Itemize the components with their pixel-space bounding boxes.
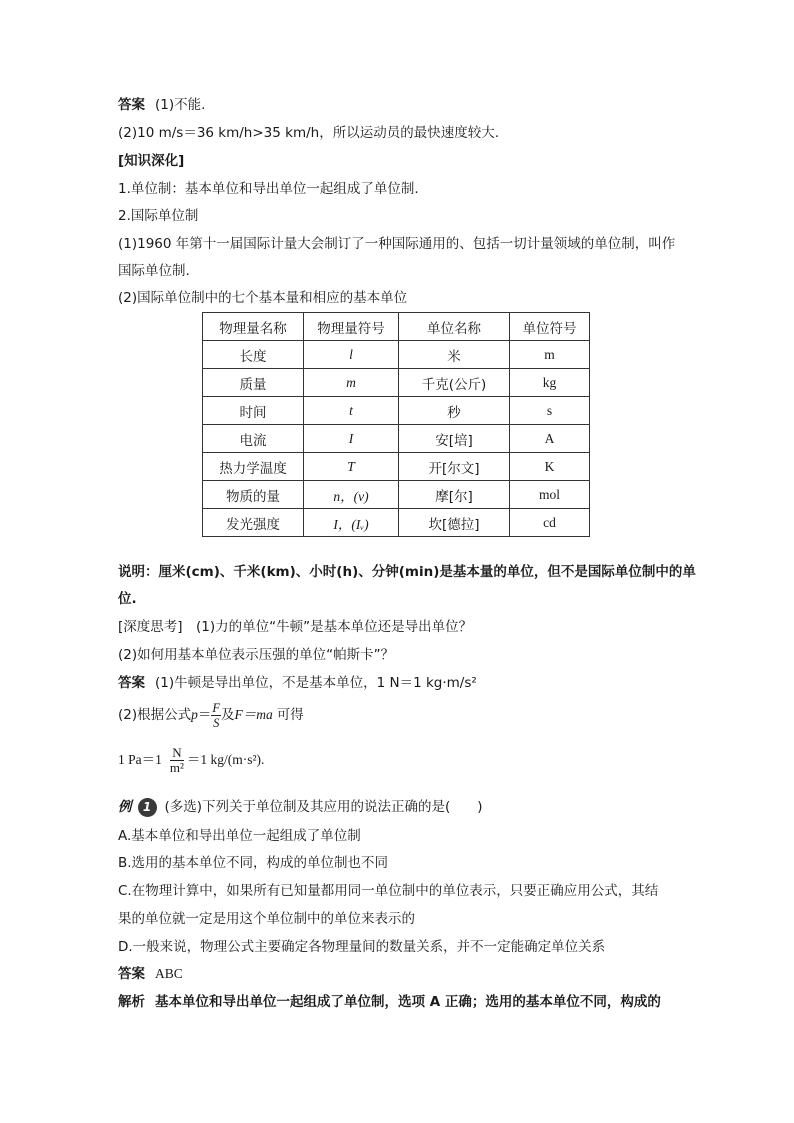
deep-thinking-q1: [深度思考] (1)力的单位“牛顿”是基本单位还是导出单位？: [118, 619, 473, 635]
quantity-symbol: I，(Iᵥ): [304, 509, 399, 537]
option-c-line-2: 果的单位就一定是用这个单位制中的单位来表示的: [118, 911, 415, 927]
quantity-name: 热力学温度: [203, 453, 304, 481]
answer-text: (1)不能.: [155, 97, 206, 113]
answer-label: 答案: [118, 675, 145, 691]
table-row: [203, 453, 590, 481]
table-row: [203, 369, 590, 397]
unit-symbol: cd: [510, 509, 590, 537]
quantity-symbol: m: [304, 369, 399, 397]
formula-prefix: (2)根据公式: [118, 707, 192, 723]
note-line-2: 位.: [118, 591, 137, 607]
table-header-row: [203, 313, 590, 341]
fraction-numerator: N: [170, 746, 184, 761]
option-b: B.选用的基本单位不同，构成的单位制也不同: [118, 855, 389, 871]
quantity-name: 质量: [203, 369, 304, 397]
unit-name: 安[培]: [399, 425, 510, 453]
example-number-badge: 1: [138, 798, 157, 817]
table-row: [203, 425, 590, 453]
unit-symbol: s: [510, 397, 590, 425]
answer-text: (1)牛顿是导出单位，不是基本单位，1 N＝1 kg·m/s²: [155, 675, 477, 691]
option-a: A.基本单位和导出单位一起组成了单位制: [118, 828, 361, 844]
point-1: 1.单位制：基本单位和导出单位一起组成了单位制.: [118, 181, 419, 197]
header-unit-symbol: 单位符号: [510, 313, 590, 341]
quantity-name: 电流: [203, 425, 304, 453]
point-2: 2.国际单位制: [118, 208, 199, 224]
quantity-name: 物质的量: [203, 481, 304, 509]
fraction-numerator: F: [212, 700, 221, 715]
note-line-1: 说明：厘米(cm)、千米(km)、小时(h)、分钟(min)是基本量的单位，但不是国际单位制中的单: [118, 564, 696, 580]
formula-suffix: 可得: [276, 707, 304, 723]
answer-4: [118, 964, 183, 984]
example-label: 例: [118, 799, 132, 815]
unit-name: 米: [399, 341, 510, 369]
analysis-text: 基本单位和导出单位一起组成了单位制，选项 A 正确；选用的基本单位不同，构成的: [155, 994, 661, 1010]
quantity-name: 时间: [203, 397, 304, 425]
option-d: D.一般来说，物理公式主要确定各物理量间的数量关系，并不一定能确定单位关系: [118, 939, 606, 955]
header-quantity-symbol: 物理量符号: [304, 313, 399, 341]
point-2-1-line-1: (1)1960 年第十一届国际计量大会制订了一种国际通用的、包括一切计量领域的单位制，叫作: [118, 236, 676, 252]
unit-symbol: m: [510, 341, 590, 369]
deep-thinking-q2: (2)如何用基本单位表示压强的单位“帕斯卡”？: [118, 647, 395, 663]
example-1-question: [118, 797, 483, 817]
fraction-denominator: S: [213, 715, 220, 730]
header-unit-name: 单位名称: [399, 313, 510, 341]
formula-eq: ＝: [197, 707, 212, 723]
fraction-n-over-m2: [170, 746, 184, 775]
quantity-name: 长度: [203, 341, 304, 369]
quantity-symbol: I: [304, 425, 399, 453]
si-base-units-table: [202, 312, 590, 537]
table-row: [203, 509, 590, 537]
unit-symbol: A: [510, 425, 590, 453]
unit-name: 秒: [399, 397, 510, 425]
answer-1: [118, 95, 205, 115]
table-row: [203, 341, 590, 369]
quantity-symbol: n，(ν): [304, 481, 399, 509]
answer-label: 答案: [118, 966, 145, 982]
knowledge-deepen-heading: [知识深化]: [118, 153, 185, 169]
unit-name: 坎[德拉]: [399, 509, 510, 537]
answer-2: (2)10 m/s＝36 km/h>35 km/h，所以运动员的最快速度较大.: [118, 125, 500, 141]
unit-symbol: K: [510, 453, 590, 481]
table-row: [203, 397, 590, 425]
unit-name: 摩[尔]: [399, 481, 510, 509]
fraction-f-over-s: [211, 701, 221, 730]
analysis-label: 解析: [118, 994, 145, 1010]
analysis: [118, 992, 661, 1012]
unit-symbol: mol: [510, 481, 590, 509]
quantity-symbol: l: [304, 341, 399, 369]
pa-left: 1 Pa＝1: [118, 752, 162, 767]
answer-text: ABC: [155, 966, 183, 981]
point-2-2: (2)国际单位制中的七个基本量和相应的基本单位: [118, 290, 408, 306]
quantity-symbol: t: [304, 397, 399, 425]
unit-name: 千克(公斤): [399, 369, 510, 397]
formula-line: [118, 700, 304, 730]
fraction-denominator: m²: [169, 759, 184, 775]
pascal-line: [118, 744, 264, 776]
header-quantity-name: 物理量名称: [203, 313, 304, 341]
unit-symbol: kg: [510, 369, 590, 397]
quantity-name: 发光强度: [203, 509, 304, 537]
pa-right: ＝1 kg/(m·s²).: [186, 752, 265, 767]
unit-name: 开[尔文]: [399, 453, 510, 481]
option-c-line-1: C.在物理计算中，如果所有已知量都用同一单位制中的单位表示，只要正确应用公式，其结: [118, 883, 659, 899]
formula-p: p: [191, 707, 198, 722]
quantity-symbol: T: [304, 453, 399, 481]
answer-3: [118, 673, 477, 693]
point-2-1-line-2: 国际单位制.: [118, 263, 190, 279]
example-question-text: (多选)下列关于单位制及其应用的说法正确的是( ): [164, 799, 483, 815]
formula-mid: 及: [221, 707, 235, 723]
formula-rhs: F＝ma: [234, 707, 273, 722]
answer-label: 答案: [118, 97, 145, 113]
table-row: [203, 481, 590, 509]
